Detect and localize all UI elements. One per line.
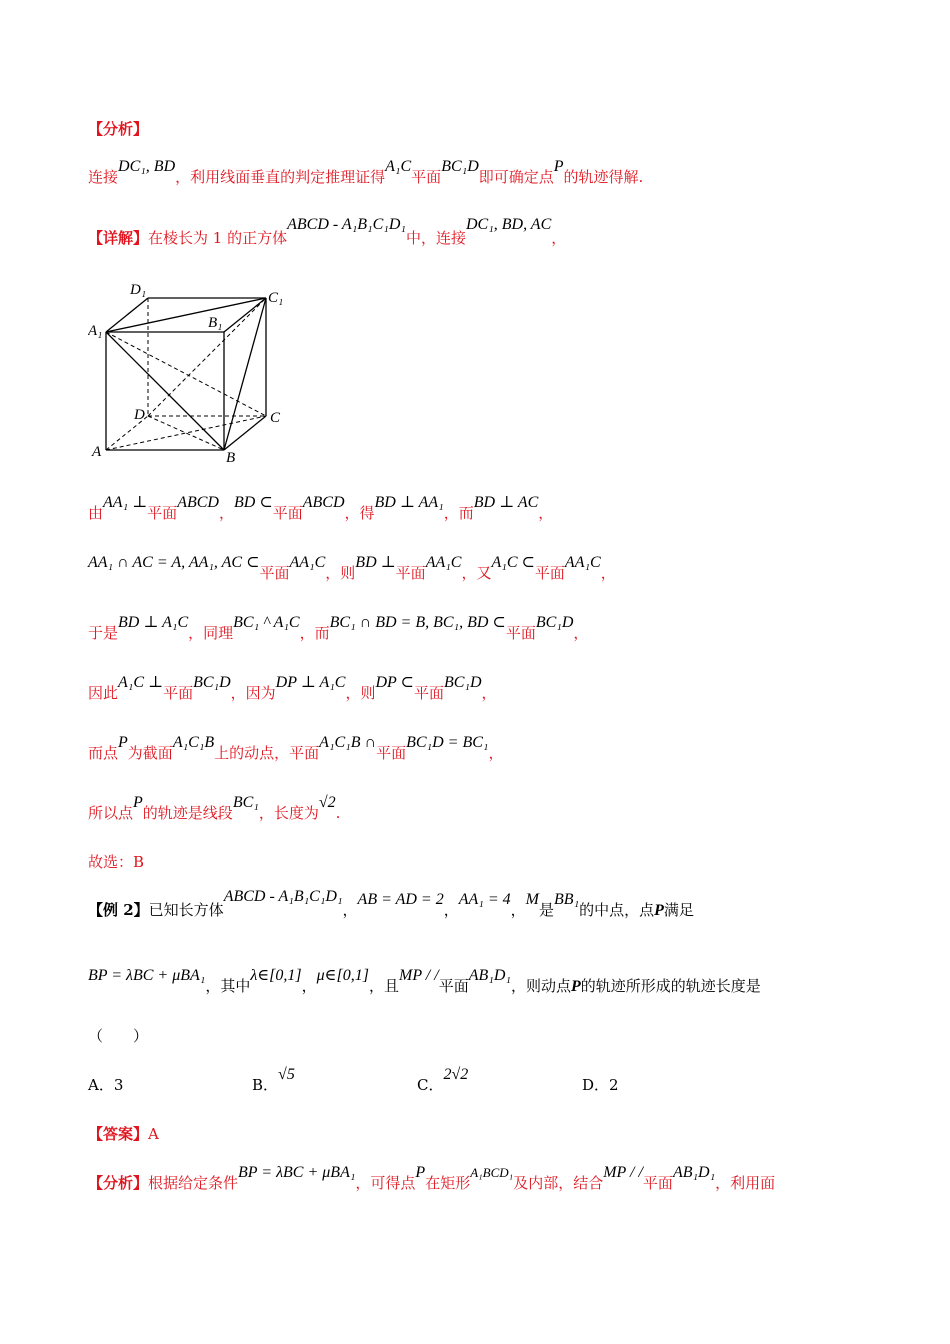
analysis2-line [88, 1164, 776, 1193]
text: 的中点，点 [579, 901, 655, 919]
math: AB = AD = 2 [357, 891, 444, 908]
math: BC₁D [193, 674, 231, 691]
math: BD ⊥ A₁C [118, 614, 189, 631]
text: ， [443, 901, 459, 919]
label-D1: D₁ [130, 282, 147, 298]
example-heading: 【例 2】 [88, 901, 149, 919]
answer-value: A [148, 1125, 159, 1143]
option-label: A． [88, 1076, 114, 1094]
text: 上的动点，平面 [214, 744, 320, 762]
math: BC₁ ^ A₁C [233, 614, 300, 631]
text: 平面 [642, 1174, 673, 1192]
math: BC₁D = BC₁ [406, 734, 489, 751]
math: A₁C ⊂ [491, 554, 535, 571]
math: AA₁ ⊥ [103, 494, 148, 511]
text: ，利用面 [715, 1174, 776, 1192]
text: 为截面 [127, 744, 173, 762]
text: ， [538, 504, 554, 522]
text: ，则动点 [510, 977, 571, 995]
text: 的轨迹所形成的轨迹长度是 [580, 977, 761, 995]
math: BC₁D [441, 158, 479, 175]
math: ABCD [177, 494, 219, 511]
cube-figure [88, 280, 298, 470]
math: P [415, 1164, 426, 1181]
math: ABCD [302, 494, 345, 511]
math: M [525, 891, 539, 908]
math: BP = λBC + μBA₁ [88, 967, 206, 984]
math: A₁C₁B ∩ [319, 734, 377, 751]
math: MP / / [603, 1164, 643, 1181]
math: ABCD - A₁B₁C₁D₁ [223, 888, 343, 905]
text: ，可得点 [355, 1174, 416, 1192]
option-c [417, 1066, 469, 1095]
text: ，其中 [205, 977, 251, 995]
text: 平面 [147, 504, 178, 522]
math: A₁C ⊥ [118, 674, 164, 691]
detail-heading: 【详解】 [88, 229, 149, 247]
text: 的轨迹得解. [563, 168, 644, 186]
option-b [252, 1066, 295, 1095]
analysis-heading: 【分析】 [88, 120, 149, 138]
text: ， [510, 901, 526, 919]
math: DP ⊥ A₁C [275, 674, 346, 691]
text: ， [218, 504, 234, 522]
label-A: A [92, 444, 102, 460]
math: √2 [318, 794, 336, 811]
text: 即可确定点 [478, 168, 554, 186]
math: AA₁ = 4 [458, 891, 511, 908]
math: AA₁C [564, 554, 601, 571]
math: AA₁C [289, 554, 326, 571]
text: ， [481, 684, 497, 702]
math: DC₁, BD, AC [465, 216, 552, 233]
text: 平面 [411, 168, 442, 186]
math: AB₁D₁ [672, 1164, 716, 1181]
math: P [118, 734, 128, 751]
math: DP ⊂ [375, 674, 414, 691]
text: 平面 [505, 624, 536, 642]
answer-paren: （ ） [88, 1027, 149, 1045]
math: P [133, 794, 143, 811]
option-value: 2√2 [443, 1066, 469, 1083]
analysis-heading: 【分析】 [88, 1174, 149, 1192]
math: P [553, 158, 564, 175]
label-B1: B₁ [208, 315, 223, 331]
math: A₁C [385, 158, 412, 175]
text: 于是 [88, 624, 119, 642]
math: AB₁D₁ [468, 967, 511, 984]
option-label: B． [252, 1076, 279, 1094]
proof-line-4 [88, 674, 497, 703]
detail-line [88, 216, 567, 248]
text: 平面 [395, 564, 426, 582]
math: BC₁D [443, 674, 482, 691]
text: 在棱长为 1 的正方体 [148, 229, 288, 247]
math: μ∈[0,1] [316, 967, 369, 984]
text: 在矩形 [425, 1174, 471, 1192]
math: BP = λBC + μBA₁ [238, 1164, 356, 1181]
text: 因此 [88, 684, 119, 702]
text: 平面 [259, 564, 290, 582]
text: ，且 [368, 977, 399, 995]
answer-line [88, 1123, 159, 1144]
option-d [582, 1074, 619, 1095]
answer-heading: 【答案】 [88, 1125, 149, 1143]
text: 而点 [88, 744, 119, 762]
text: 根据给定条件 [148, 1174, 239, 1192]
math: BC₁D [535, 614, 574, 631]
proof-line-3 [88, 614, 589, 643]
option-value: √5 [278, 1066, 295, 1083]
text: ，而 [443, 504, 474, 522]
math: BD ⊂ [233, 494, 273, 511]
math: AA₁C [425, 554, 462, 571]
text: 所以点 [88, 804, 134, 822]
text: ，利用线面垂直的判定推理证得 [175, 168, 386, 186]
text: ， [551, 229, 567, 247]
proof-line-1 [88, 494, 554, 523]
text: ，因为 [230, 684, 276, 702]
text: 连接 [88, 168, 119, 186]
label-D: D [134, 407, 145, 423]
math: A₁BCD₁ [470, 1165, 514, 1180]
math: MP / / [398, 967, 439, 984]
proof-line-6 [88, 794, 341, 823]
math: AA₁ ∩ AC = A, AA₁, AC ⊂ [88, 554, 260, 571]
text: 的轨迹是线段 [142, 804, 233, 822]
math: DC₁, BD [118, 158, 176, 175]
label-B: B [226, 450, 236, 466]
text: ，则 [345, 684, 376, 702]
text: ， [301, 977, 317, 995]
math: BC₁ ∩ BD = B, BC₁, BD ⊂ [329, 614, 506, 631]
text: ， [488, 744, 504, 762]
label-C1: C₁ [268, 290, 284, 306]
math: P [654, 902, 664, 919]
text: 平面 [534, 564, 565, 582]
math: ABCD - A₁B₁C₁D₁ [287, 216, 406, 233]
proof-line-2 [88, 554, 616, 583]
text: 平面 [272, 504, 303, 522]
math: BD ⊥ AA₁ [374, 494, 444, 511]
math: BC₁ [232, 794, 259, 811]
text: ，而 [299, 624, 330, 642]
text: 由 [88, 504, 104, 522]
math: λ∈[0,1] [250, 967, 302, 984]
text: ， [600, 564, 616, 582]
text: ，同理 [188, 624, 234, 642]
analysis-text [88, 158, 644, 187]
option-value: 2 [609, 1076, 619, 1094]
example2-line-2 [88, 967, 761, 996]
label-C: C [270, 410, 281, 426]
text: ， [342, 901, 358, 919]
proof-line-5 [88, 734, 504, 763]
choice-text: 故选：B [88, 853, 145, 871]
math: BD ⊥ [355, 554, 396, 571]
text: ，又 [461, 564, 492, 582]
text: 已知长方体 [148, 901, 224, 919]
example2-line-1 [88, 888, 694, 920]
math: BD ⊥ AC [473, 494, 539, 511]
label-A1: A₁ [88, 323, 103, 339]
text: ， [573, 624, 589, 642]
text: ，得 [344, 504, 375, 522]
text: 平面 [376, 744, 407, 762]
text: 满足 [663, 901, 694, 919]
text: . [335, 804, 341, 822]
math: BB₁ [554, 891, 580, 908]
option-a [88, 1074, 123, 1095]
text: ，则 [325, 564, 356, 582]
option-label: C． [417, 1076, 444, 1094]
math: A₁C₁B [172, 734, 215, 751]
text: 平面 [438, 977, 469, 995]
text: 平面 [413, 684, 444, 702]
text: 及内部，结合 [513, 1174, 604, 1192]
option-label: D． [582, 1076, 610, 1094]
text: 平面 [163, 684, 194, 702]
text: ，长度为 [258, 804, 319, 822]
option-value: 3 [113, 1076, 124, 1094]
text: 中，连接 [405, 229, 466, 247]
math: P [570, 978, 581, 995]
text: 是 [539, 901, 555, 919]
